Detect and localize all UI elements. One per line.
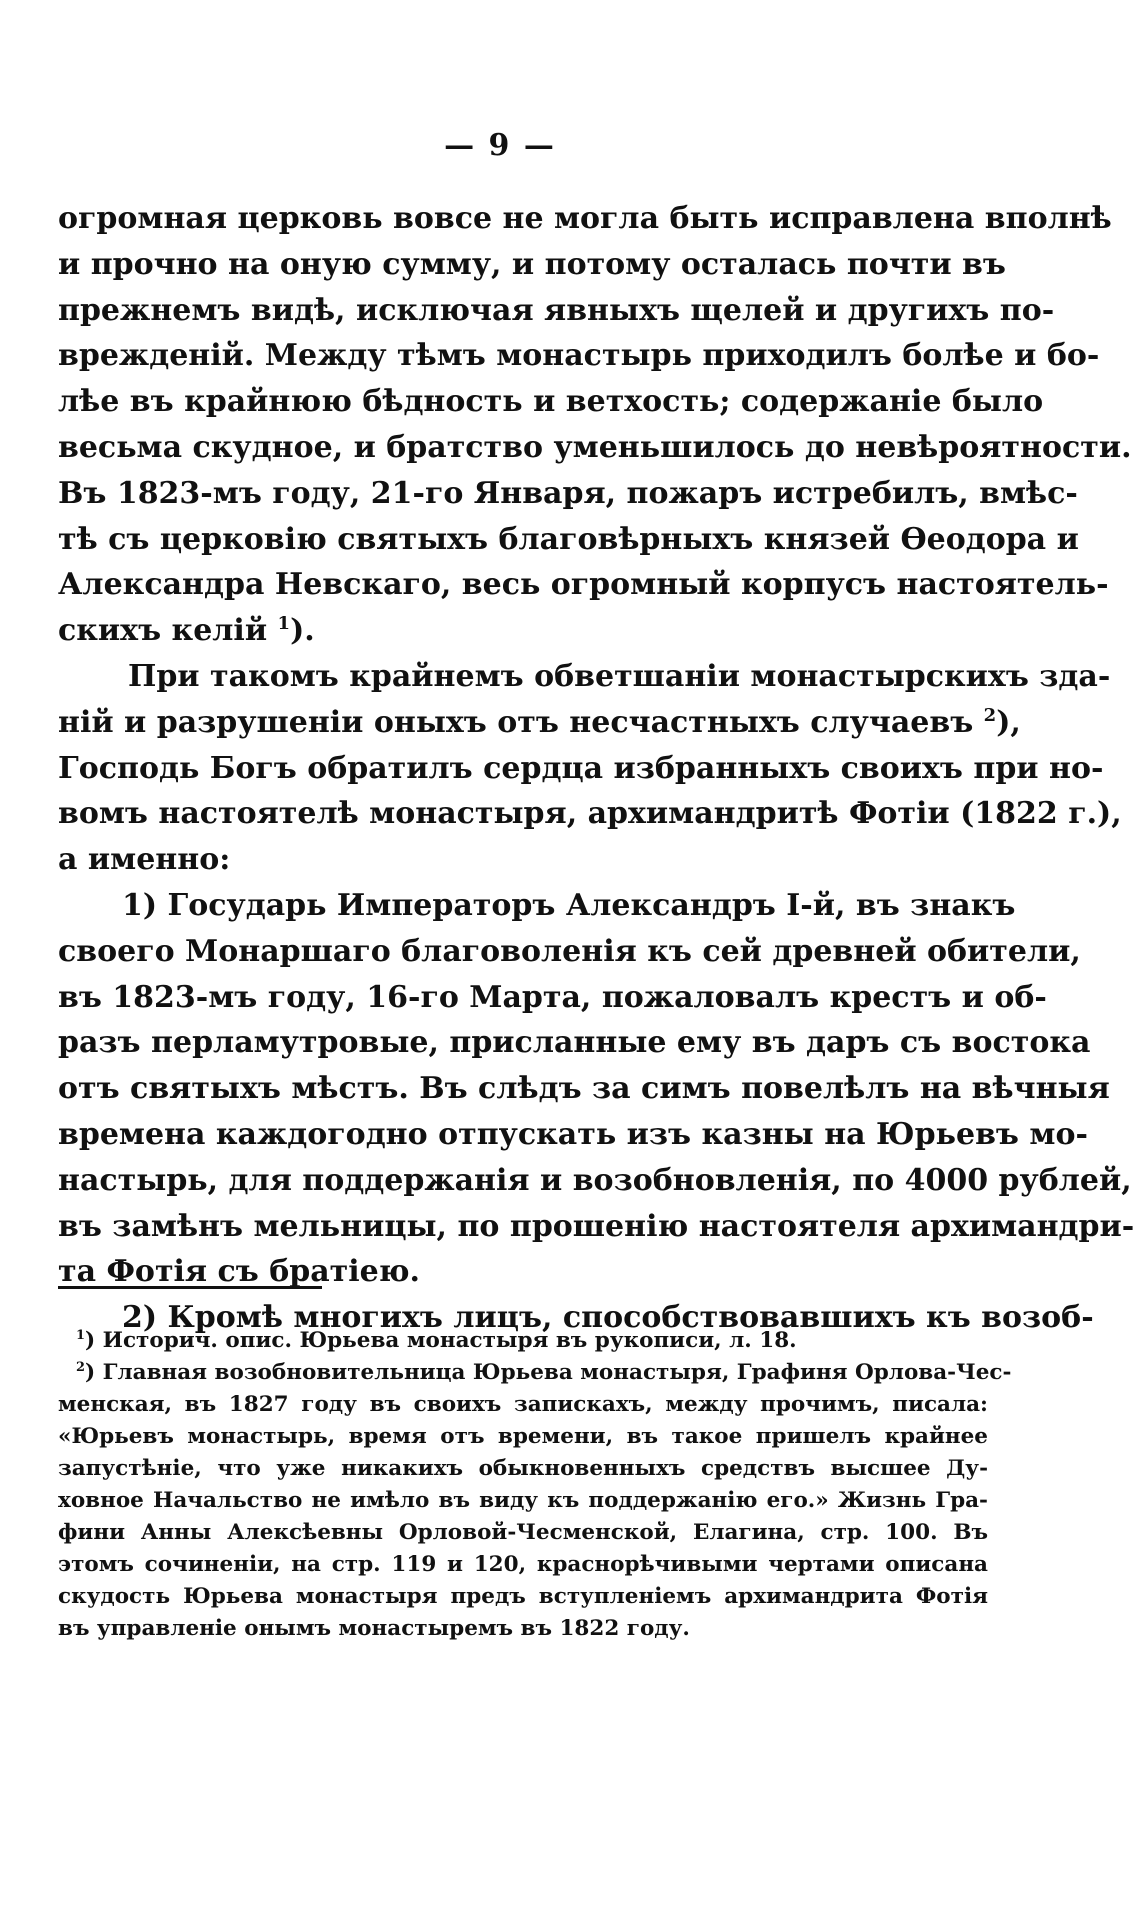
footnote-line: менская, въ 1827 году въ своихъ запискахъ, между прочимъ, писала: (58, 1392, 988, 1417)
footnote-line: ховное Начальство не имѣло въ виду къ поддержанію его.» Жизнь Гра- (58, 1488, 988, 1513)
footnote-line: «Юрьевъ монастырь, время отъ времени, въ такое пришелъ крайнее (58, 1424, 988, 1449)
text-line: времена каждогодно отпускать изъ казны на Юрьевъ мо- (58, 1116, 1088, 1152)
footnote-1 (58, 1325, 988, 1357)
text-line: въ замѣнъ мельницы, по прошенію настоятеля архимандри- (58, 1208, 1135, 1244)
text-line: огромная церковь вовсе не могла быть исправлена вполнѣ (58, 201, 1112, 236)
text-line: настырь, для поддержанія и возобновленія, по 4000 рублей, (58, 1162, 1132, 1198)
paragraph-start-line: 2) Кромѣ многихъ лицъ, способствовавшихъ къ возоб- (122, 1300, 1094, 1336)
footnote-line: запустѣніе, что уже никакихъ обыкновенныхъ средствъ высшее Ду- (58, 1456, 988, 1481)
text-line: Господь Богъ обратилъ сердца избранныхъ своихъ при но- (58, 750, 1104, 786)
text-line: въ 1823-мъ году, 16-го Марта, пожаловалъ крестъ и об- (58, 979, 1047, 1015)
footnote-line: фини Анны Алексѣевны Орловой-Чесменской, Елагина, стр. 100. Въ (58, 1520, 988, 1545)
text-line: лѣе въ крайнюю бѣдность и ветхость; содержаніе было (58, 384, 1044, 420)
text-fragment: ). (290, 613, 315, 649)
text-line: а именно: (58, 842, 231, 878)
footnote-ref-1: 1 (277, 613, 291, 635)
paragraph-start-line: 1) Государь Императоръ Александръ І-й, въ знакъ (122, 887, 1016, 923)
main-text (58, 196, 1135, 1341)
text-line: и прочно на оную сумму, и потому осталась почти въ (58, 246, 1006, 282)
text-line: Въ 1823-мъ году, 21-го Января, пожаръ истребилъ, вмѣс- (58, 475, 1078, 511)
footnote-2 (58, 1357, 1012, 1389)
text-line: своего Монаршаго благоволенія къ сей древней обители, (58, 933, 1081, 969)
text-fragment: ), (996, 704, 1021, 740)
text-fragment: ній и разрушеніи оныхъ отъ несчастныхъ случаевъ (58, 704, 974, 740)
paragraph-start-line: При такомъ крайнемъ обветшаніи монастырскихъ зда- (128, 658, 1111, 694)
text-line: разъ перламутровые, присланные ему въ даръ съ востока (58, 1025, 1091, 1061)
text-line: весьма скудное, и братство уменьшилось до невѣроятности. (58, 429, 1132, 465)
footnote-1-text: ) Историч. опис. Юрьева монастыря въ рукописи, л. 18. (84, 1328, 797, 1353)
text-line: та Фотія съ братіею. (58, 1254, 420, 1290)
footnote-line: этомъ сочиненіи, на стр. 119 и 120, краснорѣчивыми чертами описана (58, 1552, 988, 1577)
footnote-2-text: ) Главная возобновительница Юрьева монастыря, Графиня Орлова-Чес- (84, 1360, 1012, 1385)
text-line: Александра Невскаго, весь огромный корпусъ настоятель- (58, 567, 1109, 603)
footnote-line: скудость Юрьева монастыря предъ вступленіемъ архимандрита Фотія (58, 1584, 988, 1609)
text-line: врежденій. Между тѣмъ монастырь приходилъ болѣе и бо- (58, 338, 1100, 374)
text-line (58, 608, 988, 654)
text-line (58, 700, 1021, 746)
footnotes (58, 1325, 1012, 1645)
footnote-line: въ управленіе онымъ монастыремъ въ 1822 году. (58, 1616, 690, 1641)
footnote-2-mark: 2 (76, 1359, 85, 1375)
text-line: вомъ настоятелѣ монастыря, архимандритѣ Фотіи (1822 г.), (58, 796, 1122, 832)
text-fragment: скихъ келій (58, 613, 268, 649)
footnote-ref-2: 2 (983, 704, 997, 726)
text-line: тѣ съ церковію святыхъ благовѣрныхъ князей Ѳеодора и (58, 521, 1079, 557)
text-line: отъ святыхъ мѣстъ. Въ слѣдъ за симъ повелѣлъ на вѣчныя (58, 1071, 1110, 1107)
footnote-1-mark: 1 (76, 1327, 85, 1343)
page-number: — 9 — (444, 128, 556, 163)
footnote-divider (58, 1286, 322, 1289)
text-line: прежнемъ видѣ, исключая явныхъ щелей и другихъ по- (58, 292, 1055, 328)
